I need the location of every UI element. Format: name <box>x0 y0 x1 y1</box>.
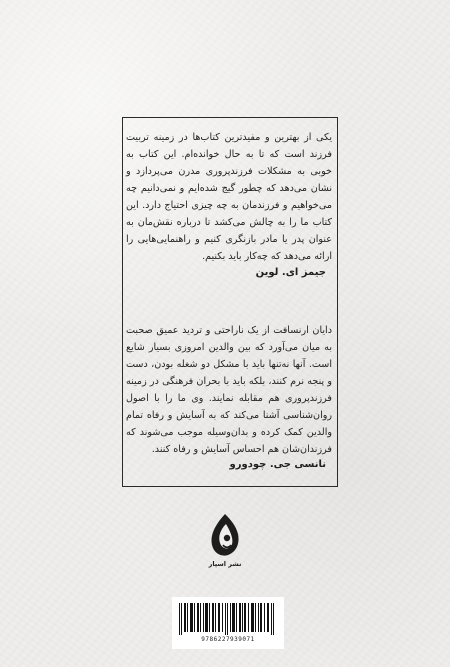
publisher-name: نشر اسپار <box>208 560 242 568</box>
quote-1-author: جیمز ای. لوین <box>255 267 326 278</box>
drop-figure-logo-icon <box>208 512 242 558</box>
publisher-logo <box>204 512 246 578</box>
quote-2-text: دایان ارنسافت از یک ناراحتی و تردید عمیق صحبت به میان می‌آورد که بین والدین امروزی بسیار شایع است. آنها نه‌تنها باید با مشکل دو شغله بودن، دست و پنجه نرم کنند، بلکه باید با بحران فرهنگی در زمینه فرزندپروری هم مقابله نمایند. وی ما را با اصول روان‌شناسی آشنا می‌کند که به آسایش و رفاه تمام والدین کمک کرده و بدان‌وسیله موجب می‌شوند که فرزندان‌شان هم احساس آسایش و رفاه کنند. <box>126 325 332 455</box>
barcode <box>172 597 284 649</box>
isbn-number: 9786227939071 <box>201 636 255 643</box>
barcode-bars <box>178 603 278 635</box>
quote-2-author: نانسی جی. چودورو <box>229 459 326 470</box>
quote-1-text: یکی از بهترین و مفیدترین کتاب‌ها در زمینه تربیت فرزند است که تا به حال خوانده‌ام. این کتاب به خوبی به مشکلات فرزندپروری مدرن می‌پردازد و نشان می‌دهد که چطور گیج شده‌ایم و نمی‌دانیم چه می‌خواهیم و فرزندمان به چه چیزی احتیاج دارد. این کتاب ما را به چالش می‌کشد تا درباره نقش‌مان به عنوان پدر یا مادر بازنگری کنیم و راهنمایی‌هایی را ارائه می‌دهد که چه‌کار باید بکنیم. <box>126 132 332 262</box>
